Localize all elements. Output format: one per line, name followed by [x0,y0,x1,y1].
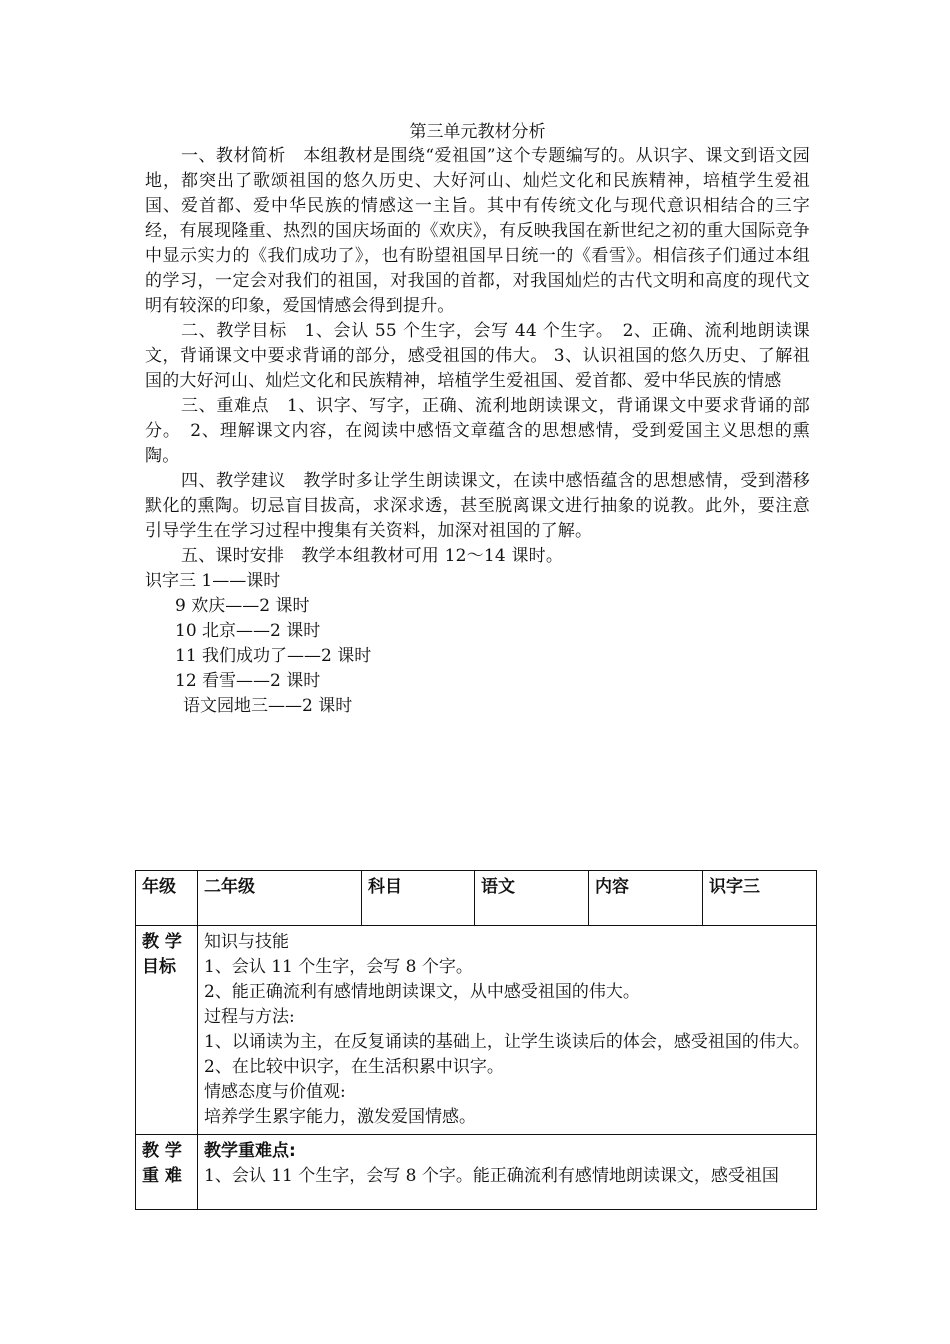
goals-line: 2、能正确流利有感情地朗读课文，从中感受祖国的伟大。 [204,982,640,1002]
goals-line: 1、以诵读为主，在反复诵读的基础上，让学生谈读后的体会，感受祖国的伟大。 [204,1032,810,1052]
key-points-content [198,1135,817,1210]
schedule-item: 10 北京——2 课时 [175,621,321,641]
goals-content [198,926,817,1135]
section-suggestions: 四、教学建议 教学时多让学生朗读课文，在读中感悟蕴含的思想感情，受到潜移默化的熏陶。切忌盲目拔高，求深求透，甚至脱离课文进行抽象的说教。此外，要注意引导学生在学习过程中搜集有关资料，加深对祖国的了解。 [145,471,810,541]
key-points-text: 1、会认 11 个生字，会写 8 个字。能正确流利有感情地朗读课文，感受祖国 [204,1166,779,1186]
page-title: 第三单元教材分析 [409,122,546,142]
goals-line: 过程与方法: [204,1007,295,1027]
key-points-title: 教学重难点: [204,1141,296,1161]
table-header-row [136,871,817,926]
section-schedule: 五、课时安排 教学本组教材可用 12～14 课时。 [181,546,564,566]
section-key-points: 三、重难点 1、识字、写字，正确、流利地朗读课文，背诵课文中要求背诵的部分。 2、理解课文内容，在阅读中感悟文章蕴含的思想感情，受到爱国主义思想的熏陶。 [145,396,810,466]
goals-line: 2、在比较中识字，在生活积累中识字。 [204,1057,504,1077]
document-body [145,120,810,719]
schedule-first: 识字三 1——课时 [145,571,281,591]
content-value: 识字三 [703,871,817,926]
grade-value: 二年级 [198,871,362,926]
schedule-item: 12 看雪——2 课时 [175,671,321,691]
goals-line: 培养学生累字能力，激发爱国情感。 [204,1107,476,1127]
section-goals: 二、教学目标 1、会认 55 个生字，会写 44 个生字。 2、正确、流利地朗读课文，背诵课文中要求背诵的部分，感受祖国的伟大。 3、认识祖国的悠久历史、了解祖国的大好河山、灿烂文化和民族精神，培植学生爱祖国、爱首都、爱中华民族的情感 [145,321,810,391]
subject-label: 科目 [362,871,475,926]
goals-line: 知识与技能 [204,932,289,952]
schedule-item: 9 欢庆——2 课时 [175,596,310,616]
lesson-table [135,870,817,1210]
section-overview: 一、教材简析 本组教材是围绕“爱祖国”这个专题编写的。从识字、课文到语文园地，都突出了歌颂祖国的悠久历史、大好河山、灿烂文化和民族精神，培植学生爱祖国、爱首都、爱中华民族的情感这一主旨。其中有传统文化与现代意识相结合的三字经，有展现隆重、热烈的国庆场面的《欢庆》，有反映我国在新世纪之初的重大国际竞争中显示实力的《我们成功了》，也有盼望祖国早日统一的《看雪》。相信孩子们通过本组的学习，一定会对我们的祖国，对我国的首都，对我国灿烂的古代文明和高度的现代文明有较深的印象，爱国情感会得到提升。 [145,146,810,316]
grade-label: 年级 [136,871,198,926]
key-points-label: 教 学 重 难 [136,1135,198,1210]
goals-line: 情感态度与价值观: [204,1082,346,1102]
goals-label: 教 学 目标 [136,926,198,1135]
content-label: 内容 [589,871,703,926]
schedule-item: 11 我们成功了——2 课时 [175,646,372,666]
table-row-key-points [136,1135,817,1210]
subject-value: 语文 [475,871,589,926]
goals-line: 1、会认 11 个生字，会写 8 个字。 [204,957,473,977]
table-row-goals [136,926,817,1135]
schedule-last: 语文园地三——2 课时 [183,696,353,716]
